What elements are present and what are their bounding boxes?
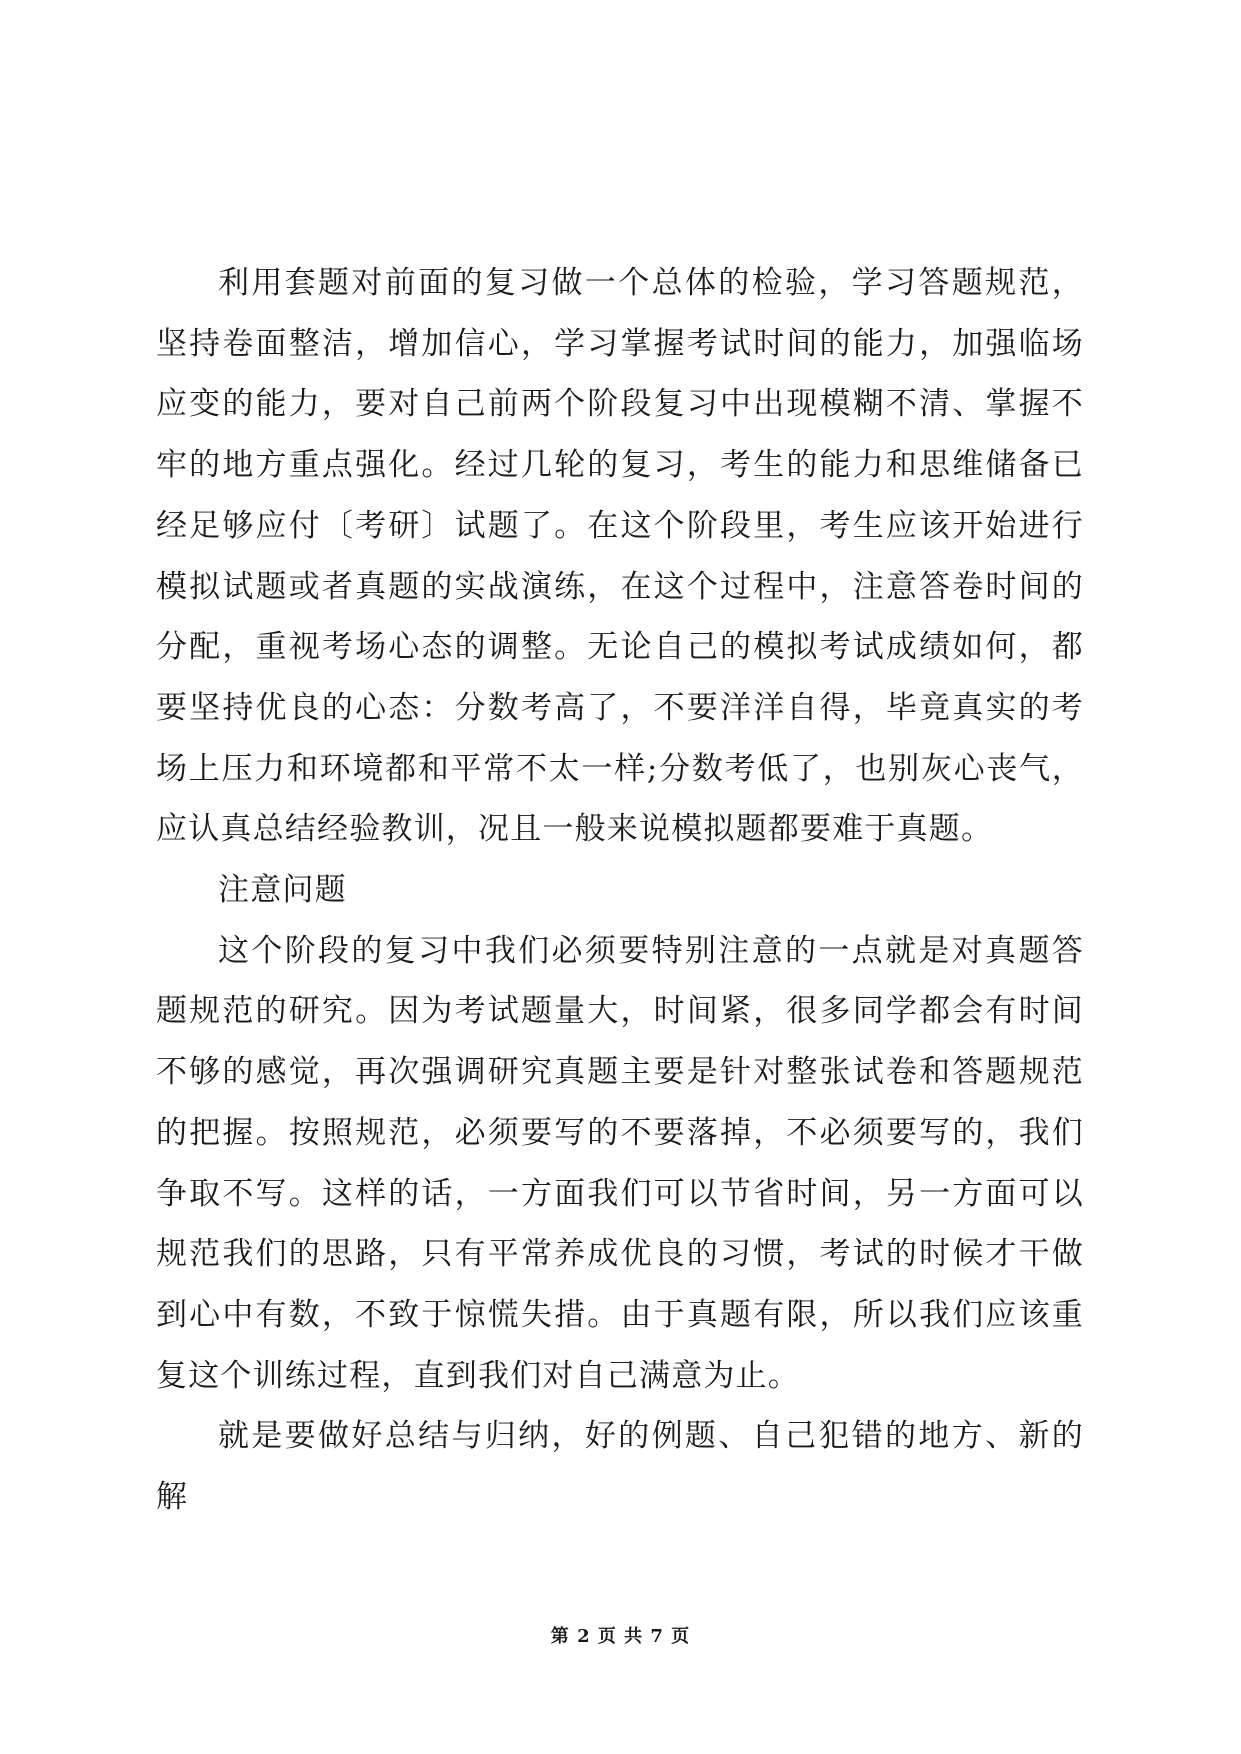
section-heading-notes: 注意问题 <box>218 872 347 909</box>
page-footer: 第 2 页 共 7 页 <box>550 1626 691 1647</box>
paragraph-summary: 就是要做好总结与归纳，好的例题、自己犯错的地方、新的解 <box>156 1418 1084 1516</box>
paragraph-answer-norms: 这个阶段的复习中我们必须要特别注意的一点就是对真题答题规范的研究。因为考试题量大，时间紧，很多同学都会有时间不够的感觉，再次强调研究真题主要是针对整张试卷和答题规范的把握。按照规范，必须要写的不要落掉，不必须要写的，我们争取不写。这样的话，一方面我们可以节省时间，另一方面可以规范我们的思路，只有平常养成优良的习惯，考试的时候才干做到心中有数，不致于惊慌失措。由于真题有限，所以我们应该重复这个训练过程，直到我们对自己满意为止。 <box>156 932 1084 1394</box>
paragraph-review-strategy: 利用套题对前面的复习做一个总体的检验，学习答题规范，坚持卷面整洁，增加信心，学习掌握考试时间的能力，加强临场应变的能力，要对自己前两个阶段复习中出现模糊不清、掌握不牢的地方重点强化。经过几轮的复习，考生的能力和思维储备已经足够应付〔考研〕试题了。在这个阶段里，考生应该开始进行模拟试题或者真题的实战演练，在这个过程中，注意答卷时间的分配，重视考场心态的调整。无论自己的模拟考试成绩如何，都要坚持优良的心态：分数考高了，不要洋洋自得，毕竟真实的考场上压力和环境都和平常不太一样;分数考低了，也别灰心丧气，应认真总结经验教训，况且一般来说模拟题都要难于真题。 <box>156 265 1084 848</box>
document-body <box>156 253 1084 1528</box>
